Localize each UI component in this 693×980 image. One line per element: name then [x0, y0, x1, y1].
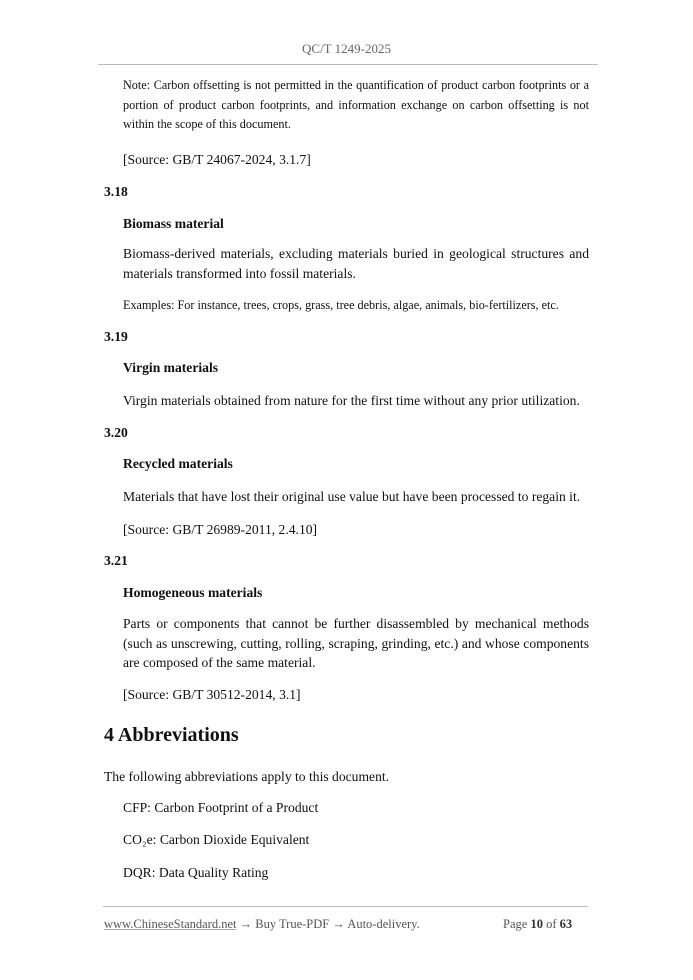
clause-number: 3.20	[104, 425, 128, 440]
clause-definition: Virgin materials obtained from nature for the first time without any prior utilization.	[123, 393, 580, 408]
clause-term: Virgin materials	[123, 360, 219, 375]
note-source: [Source: GB/T 24067-2024, 3.1.7]	[123, 152, 311, 167]
header-doc-id: QC/T 1249-2025	[302, 41, 391, 56]
clause-term: Recycled materials	[123, 456, 233, 471]
website-link[interactable]: www.ChineseStandard.net	[104, 917, 237, 931]
footer-promo-text: → Buy True-PDF → Auto-delivery.	[236, 917, 420, 931]
page-counter	[503, 917, 572, 932]
abbreviation-item: DQR: Data Quality Rating	[123, 865, 269, 880]
clause-number: 3.21	[104, 553, 128, 568]
clause-definition: Materials that have lost their original use value but have been processed to regain it.	[123, 489, 581, 504]
page-number: 10	[530, 917, 543, 931]
header-divider	[98, 64, 598, 65]
clause-term: Biomass material	[123, 216, 224, 231]
clause-example: Examples: For instance, trees, crops, grass, tree debris, algae, animals, bio-fertilizers, etc.	[123, 298, 559, 312]
of-label: of	[546, 917, 557, 931]
note-text: Note: Carbon offsetting is not permitted in the quantification of product carbon footprints or a portion of product carbon footprints, and information exchange on carbon offsetting is not within the scope of this document.	[123, 78, 589, 131]
clause-source: [Source: GB/T 30512-2014, 3.1]	[123, 687, 301, 702]
clause-definition: Parts or components that cannot be further disassembled by mechanical methods (such as unscrewing, cutting, rolling, scraping, grinding, etc.) and whose components are composed of the same material.	[123, 616, 589, 670]
abbreviation-item: CFP: Carbon Footprint of a Product	[123, 800, 319, 815]
clause-definition: Biomass-derived materials, excluding materials buried in geological structures and materials transformed into fossil materials.	[123, 246, 589, 281]
page-total: 63	[559, 917, 573, 931]
footer-promo	[104, 917, 420, 932]
abbreviation-item: CO₂e: Carbon Dioxide Equivalent	[123, 832, 310, 847]
section-title: 4 Abbreviations	[104, 724, 239, 746]
clause-number: 3.18	[104, 184, 128, 199]
section-intro: The following abbreviations apply to this document.	[104, 769, 390, 784]
footer-divider	[103, 906, 588, 907]
clause-term: Homogeneous materials	[123, 585, 263, 600]
clause-number: 3.19	[104, 329, 128, 344]
page-label: Page	[503, 917, 528, 931]
clause-source: [Source: GB/T 26989-2011, 2.4.10]	[123, 522, 318, 537]
